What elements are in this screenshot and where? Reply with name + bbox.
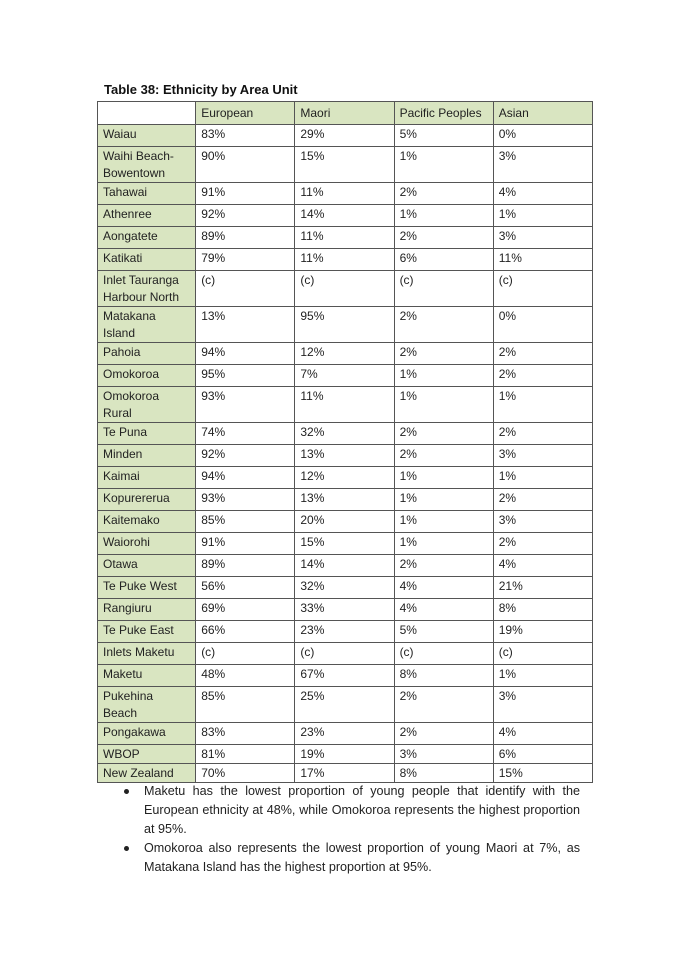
header-blank (98, 102, 196, 125)
area-name: Matakana Island (98, 307, 196, 343)
maori-value: 29% (295, 125, 394, 147)
area-name: Te Puke East (98, 621, 196, 643)
pacific-value: 2% (394, 423, 493, 445)
area-name: Omokoroa Rural (98, 387, 196, 423)
table-row (98, 555, 593, 577)
pacific-value: 8% (394, 764, 493, 783)
european-value: 92% (196, 445, 295, 467)
area-name: Aongatete (98, 227, 196, 249)
pacific-value: 2% (394, 723, 493, 745)
header-maori: Maori (295, 102, 394, 125)
table-row (98, 365, 593, 387)
maori-value: 23% (295, 621, 394, 643)
maori-value: 25% (295, 687, 394, 723)
bullet-text: Omokoroa also represents the lowest proportion of young Maori at 7%, as Matakana Island has the highest proportion at 95%. (144, 841, 580, 874)
maori-value: 11% (295, 183, 394, 205)
table-row (98, 577, 593, 599)
maori-value: 33% (295, 599, 394, 621)
maori-value: 20% (295, 511, 394, 533)
asian-value: (c) (493, 271, 592, 307)
pacific-value: 5% (394, 125, 493, 147)
header-asian: Asian (493, 102, 592, 125)
european-value: 94% (196, 343, 295, 365)
pacific-value: 4% (394, 599, 493, 621)
european-value: 83% (196, 125, 295, 147)
table-caption: Table 38: Ethnicity by Area Unit (104, 82, 298, 97)
table-row (98, 271, 593, 307)
maori-value: 14% (295, 555, 394, 577)
area-name: Athenree (98, 205, 196, 227)
european-value: 89% (196, 227, 295, 249)
pacific-value: 2% (394, 227, 493, 249)
pacific-value: (c) (394, 643, 493, 665)
maori-value: 13% (295, 489, 394, 511)
european-value: (c) (196, 271, 295, 307)
maori-value: 11% (295, 387, 394, 423)
asian-value: 19% (493, 621, 592, 643)
area-name: Inlet Tauranga Harbour North (98, 271, 196, 307)
table-row (98, 205, 593, 227)
asian-value: 3% (493, 227, 592, 249)
maori-value: (c) (295, 271, 394, 307)
pacific-value: 1% (394, 365, 493, 387)
table-row (98, 723, 593, 745)
asian-value: 0% (493, 307, 592, 343)
area-name: Tahawai (98, 183, 196, 205)
bullet-item (124, 839, 580, 877)
european-value: 70% (196, 764, 295, 783)
asian-value: 2% (493, 533, 592, 555)
pacific-value: 2% (394, 183, 493, 205)
maori-value: 12% (295, 467, 394, 489)
pacific-value: 2% (394, 555, 493, 577)
european-value: 85% (196, 687, 295, 723)
european-value: 90% (196, 147, 295, 183)
asian-value: 0% (493, 125, 592, 147)
bullet-icon (124, 789, 129, 794)
pacific-value: 3% (394, 745, 493, 764)
pacific-value: 2% (394, 445, 493, 467)
pacific-value: 1% (394, 467, 493, 489)
pacific-value: 8% (394, 665, 493, 687)
maori-value: 12% (295, 343, 394, 365)
pacific-value: 6% (394, 249, 493, 271)
table-row (98, 423, 593, 445)
maori-value: 67% (295, 665, 394, 687)
maori-value: 23% (295, 723, 394, 745)
pacific-value: 2% (394, 687, 493, 723)
bullet-icon (124, 846, 129, 851)
table-row (98, 687, 593, 723)
maori-value: 32% (295, 423, 394, 445)
pacific-value: 1% (394, 205, 493, 227)
asian-value: 4% (493, 555, 592, 577)
maori-value: 14% (295, 205, 394, 227)
area-name: Inlets Maketu (98, 643, 196, 665)
table-row (98, 125, 593, 147)
asian-value: 2% (493, 423, 592, 445)
european-value: 48% (196, 665, 295, 687)
area-name: WBOP (98, 745, 196, 764)
asian-value: 1% (493, 387, 592, 423)
table-header-row (98, 102, 593, 125)
european-value: 94% (196, 467, 295, 489)
asian-value: 15% (493, 764, 592, 783)
pacific-value: 4% (394, 577, 493, 599)
european-value: 91% (196, 533, 295, 555)
area-name: Omokoroa (98, 365, 196, 387)
area-name: Rangiuru (98, 599, 196, 621)
area-name: Pukehina Beach (98, 687, 196, 723)
european-value: 89% (196, 555, 295, 577)
maori-value: (c) (295, 643, 394, 665)
pacific-value: 1% (394, 489, 493, 511)
table-row (98, 599, 593, 621)
pacific-value: 1% (394, 387, 493, 423)
pacific-value: (c) (394, 271, 493, 307)
asian-value: 1% (493, 467, 592, 489)
european-value: 56% (196, 577, 295, 599)
area-name: Kaitemako (98, 511, 196, 533)
area-name: Te Puke West (98, 577, 196, 599)
maori-value: 15% (295, 147, 394, 183)
maori-value: 19% (295, 745, 394, 764)
asian-value: 2% (493, 489, 592, 511)
pacific-value: 1% (394, 533, 493, 555)
asian-value: 3% (493, 687, 592, 723)
area-name: Katikati (98, 249, 196, 271)
asian-value: 3% (493, 511, 592, 533)
table-row (98, 387, 593, 423)
asian-value: 21% (493, 577, 592, 599)
table-row (98, 307, 593, 343)
area-name: Te Puna (98, 423, 196, 445)
table-row (98, 764, 593, 783)
maori-value: 17% (295, 764, 394, 783)
header-european: European (196, 102, 295, 125)
european-value: 13% (196, 307, 295, 343)
maori-value: 32% (295, 577, 394, 599)
asian-value: 3% (493, 445, 592, 467)
asian-value: 2% (493, 343, 592, 365)
bullet-item (124, 782, 580, 839)
maori-value: 13% (295, 445, 394, 467)
pacific-value: 2% (394, 307, 493, 343)
european-value: 81% (196, 745, 295, 764)
area-name: Pahoia (98, 343, 196, 365)
european-value: 93% (196, 489, 295, 511)
european-value: 79% (196, 249, 295, 271)
table-row (98, 467, 593, 489)
table-row (98, 445, 593, 467)
european-value: 85% (196, 511, 295, 533)
european-value: 93% (196, 387, 295, 423)
asian-value: 11% (493, 249, 592, 271)
european-value: 91% (196, 183, 295, 205)
ethnicity-table (97, 101, 593, 783)
header-pacific-peoples: Pacific Peoples (394, 102, 493, 125)
asian-value: 1% (493, 665, 592, 687)
area-name: New Zealand (98, 764, 196, 783)
area-name: Otawa (98, 555, 196, 577)
pacific-value: 1% (394, 511, 493, 533)
pacific-value: 2% (394, 343, 493, 365)
european-value: 83% (196, 723, 295, 745)
maori-value: 15% (295, 533, 394, 555)
summary-bullet-list (124, 782, 580, 877)
table-row (98, 343, 593, 365)
table-row (98, 227, 593, 249)
area-name: Pongakawa (98, 723, 196, 745)
area-name: Waiau (98, 125, 196, 147)
maori-value: 95% (295, 307, 394, 343)
area-name: Kaimai (98, 467, 196, 489)
asian-value: 1% (493, 205, 592, 227)
bullet-text: Maketu has the lowest proportion of young people that identify with the European ethnicity at 48%, while Omokoroa represents the highest proportion at 95%. (144, 784, 580, 836)
area-name: Minden (98, 445, 196, 467)
table-row (98, 745, 593, 764)
table-row (98, 489, 593, 511)
table-row (98, 621, 593, 643)
maori-value: 11% (295, 227, 394, 249)
asian-value: (c) (493, 643, 592, 665)
table-row (98, 249, 593, 271)
area-name: Waiorohi (98, 533, 196, 555)
european-value: 69% (196, 599, 295, 621)
table-row (98, 665, 593, 687)
area-name: Kopurererua (98, 489, 196, 511)
maori-value: 7% (295, 365, 394, 387)
european-value: 92% (196, 205, 295, 227)
european-value: 95% (196, 365, 295, 387)
table-row (98, 183, 593, 205)
asian-value: 4% (493, 723, 592, 745)
area-name: Waihi Beach-Bowentown (98, 147, 196, 183)
pacific-value: 5% (394, 621, 493, 643)
asian-value: 8% (493, 599, 592, 621)
maori-value: 11% (295, 249, 394, 271)
european-value: 66% (196, 621, 295, 643)
asian-value: 3% (493, 147, 592, 183)
table-row (98, 147, 593, 183)
european-value: 74% (196, 423, 295, 445)
asian-value: 2% (493, 365, 592, 387)
area-name: Maketu (98, 665, 196, 687)
european-value: (c) (196, 643, 295, 665)
table-row (98, 643, 593, 665)
asian-value: 6% (493, 745, 592, 764)
asian-value: 4% (493, 183, 592, 205)
pacific-value: 1% (394, 147, 493, 183)
table-row (98, 511, 593, 533)
table-row (98, 533, 593, 555)
